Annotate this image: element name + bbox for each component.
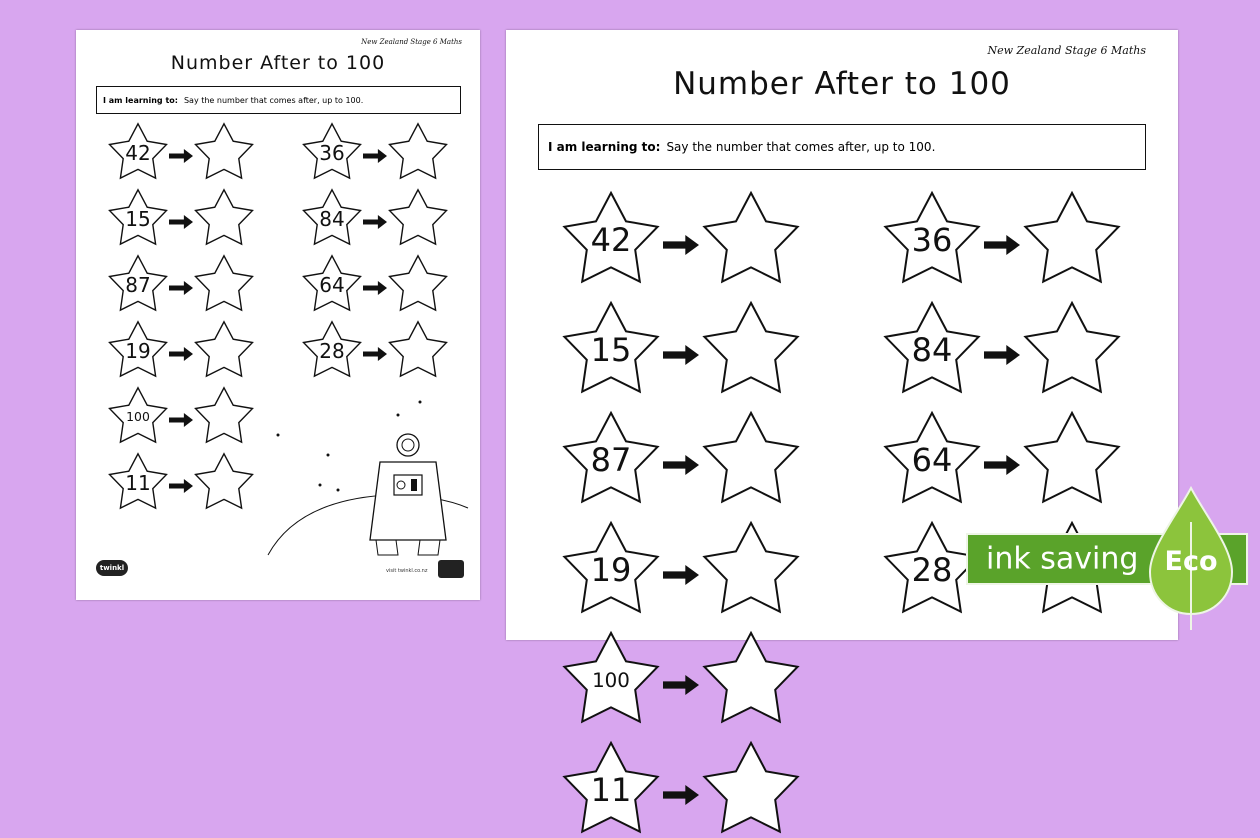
arrow-right-icon bbox=[663, 455, 699, 475]
worksheet-preview-small bbox=[76, 30, 480, 600]
empty-answer-star bbox=[388, 122, 448, 182]
empty-answer-star bbox=[194, 320, 254, 380]
star-number: 100 bbox=[592, 669, 630, 693]
arrow-right-icon bbox=[663, 675, 699, 695]
arrow-right-icon bbox=[663, 565, 699, 585]
empty-answer-star bbox=[702, 410, 800, 508]
arrow-right-icon bbox=[363, 281, 387, 295]
star-number: 19 bbox=[125, 338, 151, 363]
eco-banner-text: ink saving bbox=[986, 541, 1139, 577]
arrow-right-icon bbox=[663, 785, 699, 805]
empty-answer-star bbox=[1023, 300, 1121, 398]
star-number: 100 bbox=[126, 408, 150, 424]
star-number: 64 bbox=[319, 272, 345, 297]
empty-answer-star bbox=[388, 188, 448, 248]
stage-label: New Zealand Stage 6 Maths bbox=[361, 38, 462, 46]
star-number: 11 bbox=[590, 771, 632, 810]
empty-answer-star bbox=[702, 630, 800, 728]
star-number: 64 bbox=[911, 441, 953, 480]
empty-answer-star bbox=[194, 122, 254, 182]
arrow-right-icon bbox=[984, 455, 1020, 475]
star-number: 84 bbox=[319, 206, 345, 231]
empty-answer-star bbox=[1023, 190, 1121, 288]
star-number: 87 bbox=[125, 272, 151, 297]
empty-answer-star bbox=[702, 520, 800, 618]
arrow-right-icon bbox=[663, 235, 699, 255]
empty-answer-star bbox=[194, 254, 254, 314]
worksheet-title: Number After to 100 bbox=[170, 52, 386, 74]
empty-answer-star bbox=[194, 452, 254, 512]
star-number: 42 bbox=[590, 221, 632, 260]
arrow-right-icon bbox=[363, 149, 387, 163]
star-number: 15 bbox=[125, 206, 151, 231]
arrow-right-icon bbox=[169, 347, 193, 361]
footer-url: visit twinkl.co.nz bbox=[386, 568, 428, 574]
astronaut-illustration bbox=[268, 390, 468, 555]
footer-badge-icon bbox=[438, 560, 464, 578]
star-number: 36 bbox=[911, 221, 953, 260]
star-number: 28 bbox=[911, 551, 953, 590]
stage-label: New Zealand Stage 6 Maths bbox=[987, 44, 1146, 57]
star-number: 19 bbox=[590, 551, 632, 590]
empty-answer-star bbox=[194, 386, 254, 446]
learning-intention-box bbox=[538, 124, 1146, 170]
star-number: 42 bbox=[125, 140, 151, 165]
arrow-right-icon bbox=[169, 413, 193, 427]
eco-ink-saving-badge bbox=[966, 488, 1260, 630]
empty-answer-star bbox=[194, 188, 254, 248]
learning-intention-box bbox=[96, 86, 461, 114]
worksheet-title: Number After to 100 bbox=[673, 66, 1011, 102]
learning-lead: I am learning to: bbox=[548, 140, 661, 154]
empty-answer-star bbox=[388, 254, 448, 314]
arrow-right-icon bbox=[984, 235, 1020, 255]
learning-text: Say the number that comes after, up to 100. bbox=[183, 95, 364, 105]
arrow-right-icon bbox=[363, 347, 387, 361]
arrow-right-icon bbox=[169, 149, 193, 163]
star-number: 28 bbox=[319, 338, 345, 363]
arrow-right-icon bbox=[363, 215, 387, 229]
arrow-right-icon bbox=[169, 479, 193, 493]
star-number: 15 bbox=[590, 331, 632, 370]
eco-label: Eco bbox=[1164, 546, 1218, 577]
learning-lead: I am learning to: bbox=[103, 95, 178, 105]
star-number: 87 bbox=[590, 441, 632, 480]
star-number: 36 bbox=[319, 140, 345, 165]
learning-text: Say the number that comes after, up to 100. bbox=[666, 140, 936, 154]
arrow-right-icon bbox=[169, 281, 193, 295]
twinkl-logo: twinkl bbox=[96, 560, 128, 576]
arrow-right-icon bbox=[169, 215, 193, 229]
empty-answer-star bbox=[702, 190, 800, 288]
empty-answer-star bbox=[702, 740, 800, 838]
arrow-right-icon bbox=[984, 345, 1020, 365]
star-number: 84 bbox=[911, 331, 953, 370]
empty-answer-star bbox=[388, 320, 448, 380]
empty-answer-star bbox=[702, 300, 800, 398]
star-number: 11 bbox=[125, 470, 151, 495]
arrow-right-icon bbox=[663, 345, 699, 365]
